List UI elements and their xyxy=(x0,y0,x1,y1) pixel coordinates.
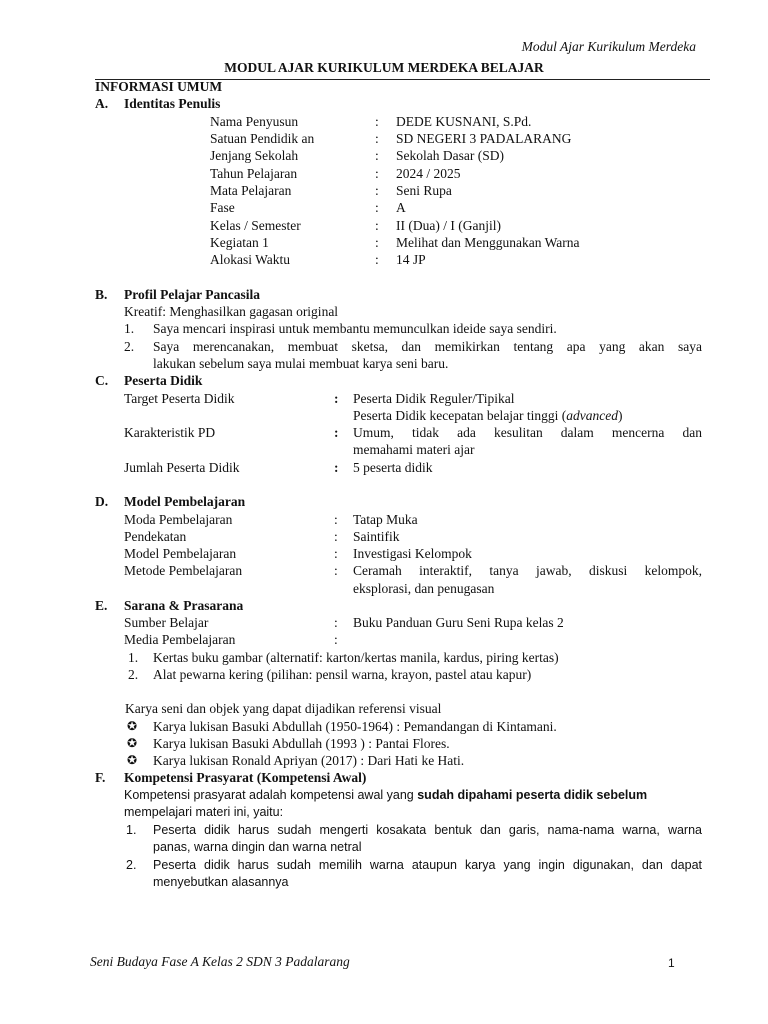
identity-colon: : xyxy=(375,166,379,181)
list-item-text: menyebutkan alasannya xyxy=(153,875,289,889)
section-a-letter: A. xyxy=(95,96,109,111)
kompetensi-intro: mempelajari materi ini, yaitu: xyxy=(124,805,284,819)
model-label: Pendekatan xyxy=(124,529,187,544)
list-item-text: Kertas buku gambar (alternatif: karton/kertas manila, kardus, piring kertas) xyxy=(153,650,559,665)
section-d-letter: D. xyxy=(95,494,109,509)
identity-value: II (Dua) / I (Ganjil) xyxy=(396,218,501,233)
identity-colon: : xyxy=(375,252,379,267)
profil-intro: Kreatif: Menghasilkan gagasan original xyxy=(124,304,339,319)
sumber-label: Sumber Belajar xyxy=(124,615,209,630)
identity-label: Jenjang Sekolah xyxy=(210,148,299,163)
list-item-text: panas, warna dingin dan warna netral xyxy=(153,840,362,854)
model-value: Investigasi Kelompok xyxy=(353,546,472,561)
list-item-text: Peserta didik harus sudah memilih warna ataupun karya yang ingin digunakan, dan dapat xyxy=(153,858,702,872)
model-label: Model Pembelajaran xyxy=(124,546,237,561)
list-item-text: Saya merencanakan, membuat sketsa, dan memikirkan tentang apa yang akan saya xyxy=(153,339,702,354)
section-a-heading: Identitas Penulis xyxy=(124,96,221,111)
identity-value: 2024 / 2025 xyxy=(396,166,461,181)
list-number: 2. xyxy=(124,339,135,354)
field-colon: : xyxy=(334,460,339,475)
page-footer: Seni Budaya Fase A Kelas 2 SDN 3 Padalarang xyxy=(90,954,350,969)
field-colon: : xyxy=(334,615,338,630)
karakteristik-label: Karakteristik PD xyxy=(124,425,216,440)
model-label: Metode Pembelajaran xyxy=(124,563,243,578)
list-item-text: lakukan sebelum saya mulai membuat karya seni baru. xyxy=(153,356,449,371)
media-label: Media Pembelajaran xyxy=(124,632,236,647)
identity-label: Tahun Pelajaran xyxy=(210,166,298,181)
field-colon: : xyxy=(334,563,338,578)
list-item-text: Alat pewarna kering (pilihan: pensil warna, krayon, pastel atau kapur) xyxy=(153,667,532,682)
section-f-letter: F. xyxy=(95,770,106,785)
identity-label: Kelas / Semester xyxy=(210,218,301,233)
section-e-letter: E. xyxy=(95,598,108,613)
list-number: 1. xyxy=(124,321,135,336)
identity-value: SD NEGERI 3 PADALARANG xyxy=(396,131,572,146)
sumber-value: Buku Panduan Guru Seni Rupa kelas 2 xyxy=(353,615,564,630)
identity-label: Fase xyxy=(210,200,235,215)
identity-colon: : xyxy=(375,131,379,146)
kompetensi-intro: Kompetensi prasyarat adalah kompetensi awal yang sudah dipahami peserta didik sebelum xyxy=(124,788,648,802)
identity-colon: : xyxy=(375,183,379,198)
list-number: 2. xyxy=(126,858,137,872)
target-value: Peserta Didik Reguler/Tipikal xyxy=(353,391,515,406)
field-colon: : xyxy=(334,391,339,406)
field-colon: : xyxy=(334,632,338,647)
identity-label: Alokasi Waktu xyxy=(210,252,291,267)
identity-value: Sekolah Dasar (SD) xyxy=(396,148,504,163)
field-colon: : xyxy=(334,546,338,561)
identity-label: Kegiatan 1 xyxy=(210,235,269,250)
field-colon: : xyxy=(334,529,338,544)
model-label: Moda Pembelajaran xyxy=(124,512,233,527)
model-value: Ceramah interaktif, tanya jawab, diskusi kelompok, xyxy=(353,563,702,578)
list-item-text: Peserta didik harus sudah mengerti kosakata bentuk dan garis, nama-nama warna, warna xyxy=(153,823,702,837)
running-header: Modul Ajar Kurikulum Merdeka xyxy=(521,39,696,54)
field-colon: : xyxy=(334,425,339,440)
list-item-text: Saya mencari inspirasi untuk membantu memunculkan ideide saya sendiri. xyxy=(153,321,557,336)
karya-intro: Karya seni dan objek yang dapat dijadikan referensi visual xyxy=(125,701,442,716)
identity-colon: : xyxy=(375,114,379,129)
karya-item: Karya lukisan Basuki Abdullah (1950-1964) : Pemandangan di Kintamani. xyxy=(153,719,557,734)
identity-label: Mata Pelajaran xyxy=(210,183,292,198)
section-c-letter: C. xyxy=(95,373,109,388)
identity-value: Melihat dan Menggunakan Warna xyxy=(396,235,580,250)
identity-value: A xyxy=(396,200,406,215)
section-b-heading: Profil Pelajar Pancasila xyxy=(124,287,260,302)
target-label: Target Peserta Didik xyxy=(124,391,235,406)
list-number: 2. xyxy=(128,667,139,682)
karya-item: Karya lukisan Ronald Apriyan (2017) : Dari Hati ke Hati. xyxy=(153,753,465,768)
model-value: Tatap Muka xyxy=(353,512,418,527)
page-number: 1 xyxy=(668,956,675,970)
list-number: 1. xyxy=(126,823,137,837)
jumlah-value: 5 peserta didik xyxy=(353,460,433,475)
identity-colon: : xyxy=(375,200,379,215)
section-e-heading: Sarana & Prasarana xyxy=(124,598,244,613)
section-f-heading: Kompetensi Prasyarat (Kompetensi Awal) xyxy=(124,770,367,785)
jumlah-label: Jumlah Peserta Didik xyxy=(124,460,240,475)
field-colon: : xyxy=(334,512,338,527)
list-number: 1. xyxy=(128,650,139,665)
identity-colon: : xyxy=(375,235,379,250)
karakteristik-value: memahami materi ajar xyxy=(353,442,475,457)
karakteristik-value: Umum, tidak ada kesulitan dalam mencerna dan xyxy=(353,425,702,440)
model-value: Saintifik xyxy=(353,529,400,544)
section-d-heading: Model Pembelajaran xyxy=(124,494,246,509)
star-bullet-icon: ✪ xyxy=(127,719,138,733)
identity-label: Satuan Pendidik an xyxy=(210,131,315,146)
info-umum-heading: INFORMASI UMUM xyxy=(95,79,223,94)
star-bullet-icon: ✪ xyxy=(127,753,138,767)
karya-item: Karya lukisan Basuki Abdullah (1993 ) : Pantai Flores. xyxy=(153,736,450,751)
identity-colon: : xyxy=(375,148,379,163)
document-title: MODUL AJAR KURIKULUM MERDEKA BELAJAR xyxy=(224,60,544,75)
identity-value: Seni Rupa xyxy=(396,183,452,198)
model-value: eksplorasi, dan penugasan xyxy=(353,581,495,596)
identity-colon: : xyxy=(375,218,379,233)
section-c-heading: Peserta Didik xyxy=(124,373,203,388)
section-b-letter: B. xyxy=(95,287,108,302)
identity-value: 14 JP xyxy=(396,252,426,267)
target-value-advanced: Peserta Didik kecepatan belajar tinggi (advanced) xyxy=(353,408,623,423)
star-bullet-icon: ✪ xyxy=(127,736,138,750)
identity-label: Nama Penyusun xyxy=(210,114,299,129)
identity-value: DEDE KUSNANI, S.Pd. xyxy=(396,114,532,129)
